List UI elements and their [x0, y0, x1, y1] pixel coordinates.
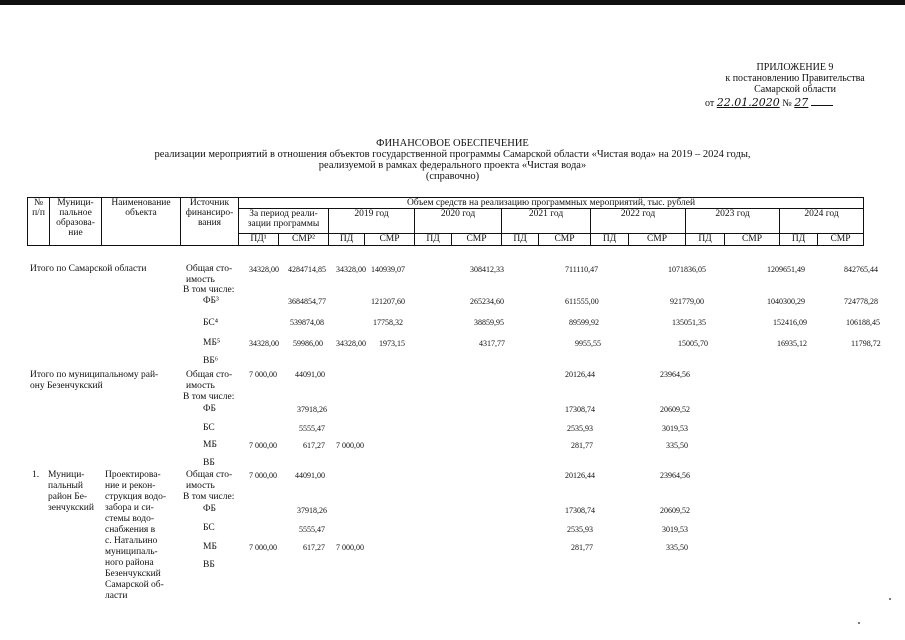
table-header	[27, 197, 864, 246]
region-mb-2019: 1973,15	[379, 339, 405, 348]
bezenchuk-mb-smr: 617,27	[303, 441, 325, 450]
region-fb-2021: 611555,00	[565, 297, 599, 306]
bezenchuk-fb-2021: 17308,74	[565, 405, 595, 414]
header-year-2021: 2021 год	[502, 209, 591, 234]
region-incl-label: В том числе:	[183, 285, 235, 295]
region-bs-2019: 17758,32	[373, 318, 403, 327]
header-pd: ПД	[591, 234, 629, 246]
item1-mb-2022: 335,50	[666, 543, 688, 552]
document-title	[0, 138, 905, 182]
item1-object-1: Проектирова-	[105, 470, 161, 480]
bezenchuk-total-pd: 7 000,00	[249, 370, 277, 379]
header-pd: ПД	[780, 234, 818, 246]
bezenchuk-incl-label: В том числе:	[183, 392, 235, 402]
bezenchuk-fb-label: ФБ	[203, 404, 216, 414]
item1-fb-smr: 37918,26	[297, 506, 327, 515]
bezenchuk-total-2022: 23964,56	[660, 370, 690, 379]
region-total-label: Итого по Самарской области	[30, 264, 147, 274]
bezenchuk-mb-2021: 281,77	[571, 441, 593, 450]
title-line-1: ФИНАНСОВОЕ ОБЕСПЕЧЕНИЕ	[376, 138, 529, 149]
header-smr: СМР	[539, 234, 591, 246]
region-mb-pd: 34328,00	[249, 339, 279, 348]
appendix-line-1: к постановлению Правительства	[725, 73, 865, 84]
bezenchuk-vb-label: ВБ	[203, 458, 215, 468]
item1-fb-2021: 17308,74	[565, 506, 595, 515]
item1-municipality-4: зенчукский	[48, 503, 94, 513]
item1-mb-label: МБ	[203, 542, 217, 552]
item1-municipality-3: район Бе-	[48, 492, 88, 502]
region-vb-label: ВБ⁶	[203, 356, 219, 366]
number-underline	[811, 105, 833, 106]
item1-object-10: Безенчукский	[105, 569, 161, 579]
region-total-2022-smr: 1071836,05	[668, 265, 706, 274]
item1-object-6: снабжения в	[105, 525, 156, 535]
bezenchuk-bs-2022: 3019,53	[662, 424, 688, 433]
bezenchuk-total-label-1: Итого по муниципальному рай-	[30, 370, 159, 380]
header-smr: СМР	[818, 234, 864, 246]
region-fb-2023: 1040300,29	[767, 297, 805, 306]
bezenchuk-bs-smr: 5555,47	[299, 424, 325, 433]
region-bs-label: БС⁴	[203, 318, 219, 328]
region-bs-2024: 106188,45	[846, 318, 880, 327]
region-mb-2023: 16935,12	[777, 339, 807, 348]
item1-total-smr: 44091,00	[295, 471, 325, 480]
item1-object-2: ние и рекон-	[105, 481, 156, 491]
header-smr: СМР	[725, 234, 780, 246]
item1-fb-label: ФБ	[203, 504, 216, 514]
item1-object-9: ного района	[105, 558, 154, 568]
bezenchuk-mb-2019-pd: 7 000,00	[336, 441, 364, 450]
appendix-title: ПРИЛОЖЕНИЕ 9	[756, 62, 834, 73]
date-prefix: от	[705, 98, 715, 109]
item1-fb-2022: 20609,52	[660, 506, 690, 515]
region-fb-2020: 265234,60	[470, 297, 504, 306]
header-object: Наименование объекта	[102, 198, 181, 246]
region-mb-2020: 4317,77	[479, 339, 505, 348]
header-municipality: Муници-пальное образова-ние	[50, 198, 102, 246]
region-bs-smr: 539874,08	[290, 318, 324, 327]
item1-total-2021: 20126,44	[565, 471, 595, 480]
bezenchuk-mb-2022: 335,50	[666, 441, 688, 450]
decree-date-line	[705, 96, 833, 109]
region-total-2023-smr: 1209651,49	[767, 265, 805, 274]
header-year-2022: 2022 год	[591, 209, 686, 234]
region-mb-2019-pd: 34328,00	[336, 339, 366, 348]
handwritten-number: 27	[794, 96, 809, 109]
header-pd: ПД	[502, 234, 539, 246]
region-total-pd: 34328,00	[249, 265, 279, 274]
bezenchuk-mb-label: МБ	[203, 440, 217, 450]
region-total-smr: 4284714,85	[288, 265, 326, 274]
appendix-block	[690, 62, 900, 95]
title-line-3: реализуемой в рамках федерального проекта «Чистая вода»	[318, 160, 587, 171]
region-bs-2021: 89599,92	[569, 318, 599, 327]
header-source: Источник финансиро-вания	[181, 198, 239, 246]
item1-object-5: стемы водо-	[105, 514, 154, 524]
handwritten-date: 22.01.2020	[716, 96, 780, 109]
item1-object-8: муниципаль-	[105, 547, 158, 557]
header-volume: Объем средств на реализацию программных мероприятий, тыс. рублей	[239, 198, 864, 209]
item1-object-3: струкция водо-	[105, 492, 167, 502]
region-fb-2024: 724778,28	[844, 297, 878, 306]
bezenchuk-total-source: Общая сто-имость	[186, 370, 233, 391]
bezenchuk-bs-2021: 2535,93	[567, 424, 593, 433]
number-prefix: №	[782, 98, 792, 109]
region-total-2020-smr: 308412,33	[470, 265, 504, 274]
header-smr: СМР²	[279, 234, 329, 246]
header-year-2019: 2019 год	[329, 209, 415, 234]
region-fb-2019: 121207,60	[371, 297, 405, 306]
item1-source: Общая сто-имость	[186, 470, 233, 491]
scan-speck	[889, 598, 891, 600]
bezenchuk-fb-smr: 37918,26	[297, 405, 327, 414]
item1-total-pd: 7 000,00	[249, 471, 277, 480]
bezenchuk-total-2021: 20126,44	[565, 370, 595, 379]
header-pd: ПД	[415, 234, 452, 246]
bezenchuk-bs-label: БС	[203, 423, 215, 433]
header-smr: СМР	[365, 234, 415, 246]
region-mb-2024: 11798,72	[851, 339, 881, 348]
header-pd: ПД	[686, 234, 725, 246]
item1-total-2022: 23964,56	[660, 471, 690, 480]
item1-mb-pd: 7 000,00	[249, 543, 277, 552]
region-fb-label: ФБ³	[203, 296, 219, 306]
item1-bs-2022: 3019,53	[662, 525, 688, 534]
item1-object-4: забора и си-	[105, 503, 154, 513]
region-mb-label: МБ⁵	[203, 338, 221, 348]
item1-mb-2019-pd: 7 000,00	[336, 543, 364, 552]
region-bs-2023: 152416,09	[773, 318, 807, 327]
header-pd: ПД	[329, 234, 365, 246]
header-no: № п/п	[28, 198, 50, 246]
item1-municipality-2: пальный	[48, 481, 84, 491]
bezenchuk-mb-pd: 7 000,00	[249, 441, 277, 450]
item1-bs-label: БС	[203, 523, 215, 533]
header-pd: ПД¹	[239, 234, 279, 246]
item1-vb-label: ВБ	[203, 560, 215, 570]
header-smr: СМР	[452, 234, 502, 246]
region-mb-smr: 59986,00	[293, 339, 323, 348]
title-line-2: реализации мероприятий в отношения объектов государственной программы Самарской области «Чистая вода» на 2019 – 2024 годы,	[154, 149, 751, 160]
region-mb-2021: 9955,55	[575, 339, 601, 348]
region-total-source: Общая сто-имость	[186, 264, 233, 285]
title-line-4: (справочно)	[425, 171, 480, 182]
item1-object-7: с. Натальино	[105, 536, 158, 546]
scan-speck	[858, 622, 860, 624]
item1-municipality-1: Муници-	[48, 470, 85, 480]
appendix-line-2: Самарской области	[754, 84, 836, 95]
item1-bs-2021: 2535,93	[567, 525, 593, 534]
region-total-2024-smr: 842765,44	[844, 265, 878, 274]
bezenchuk-total-label-2: ону Безенчукский	[30, 381, 103, 391]
region-bs-2022: 135051,35	[672, 318, 706, 327]
top-border	[0, 0, 905, 5]
header-year-2020: 2020 год	[415, 209, 502, 234]
item1-mb-smr: 617,27	[303, 543, 325, 552]
region-fb-smr: 3684854,77	[288, 297, 326, 306]
header-period: За период реали-зации программы	[239, 209, 329, 234]
item1-object-12: ласти	[105, 591, 128, 601]
header-smr: СМР	[629, 234, 686, 246]
bezenchuk-fb-2022: 20609,52	[660, 405, 690, 414]
item1-bs-smr: 5555,47	[299, 525, 325, 534]
region-total-2019-smr: 140939,07	[371, 265, 405, 274]
item1-object-11: Самарской об-	[105, 580, 164, 590]
header-year-2024: 2024 год	[780, 209, 864, 234]
region-fb-2022: 921779,00	[670, 297, 704, 306]
region-mb-2022: 15005,70	[678, 339, 708, 348]
region-total-2019-pd: 34328,00	[336, 265, 366, 274]
region-bs-2020: 38859,95	[474, 318, 504, 327]
item1-mb-2021: 281,77	[571, 543, 593, 552]
item1-incl-label: В том числе:	[183, 492, 235, 502]
item1-number: 1.	[32, 470, 40, 480]
bezenchuk-total-smr: 44091,00	[295, 370, 325, 379]
region-total-2021-smr: 711110,47	[565, 265, 599, 274]
header-year-2023: 2023 год	[686, 209, 780, 234]
